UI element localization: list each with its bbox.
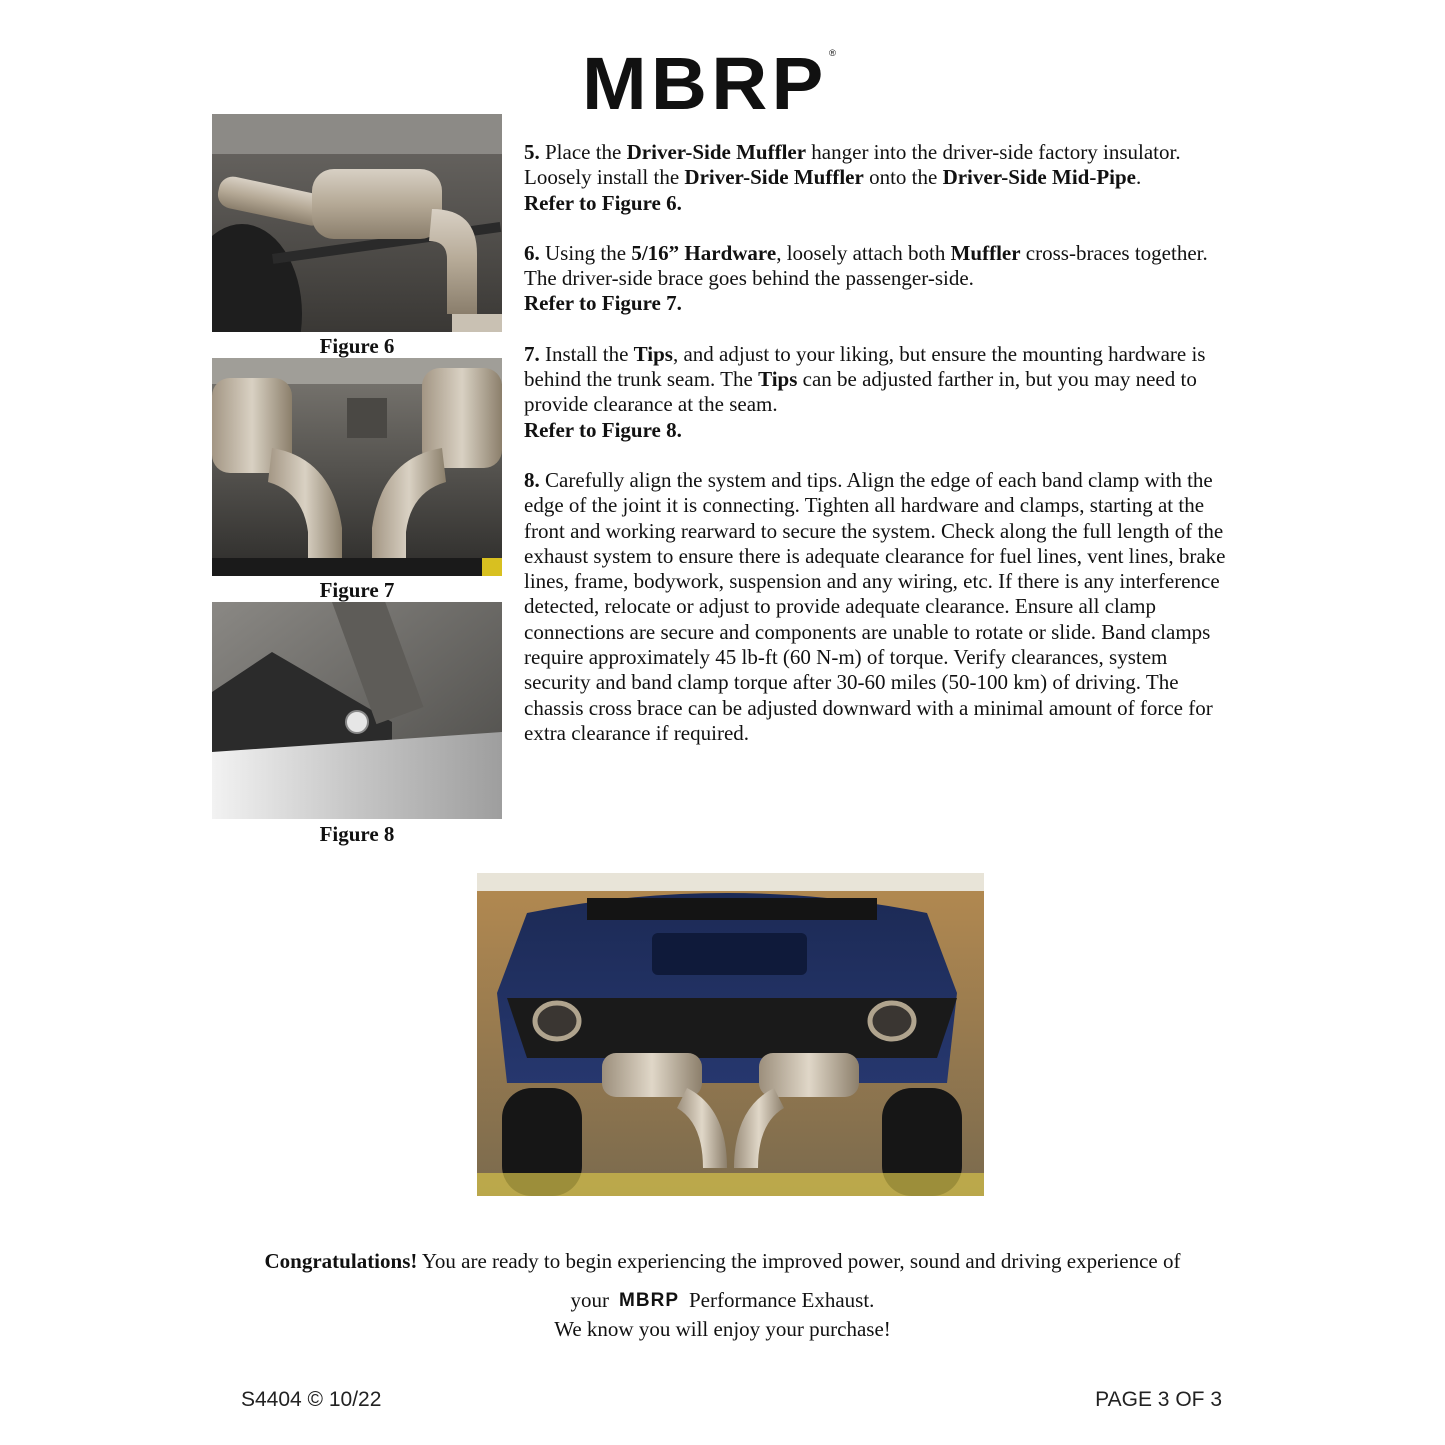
figure-7-caption: Figure 7 xyxy=(319,578,395,602)
instruction-steps xyxy=(524,140,1234,771)
closing-line-2: your MBRP Performance Exhaust. xyxy=(200,1286,1245,1315)
figure-7-photo xyxy=(212,358,502,576)
step-8: 8. Carefully align the system and tips. Align the edge of each band clamp with the edge of the joint it is connecting. Tighten all hardware and clamps, starting at the front and working rearward to secure the system. Check along the full length of the exhaust system to ensure there is adequate clearance for fuel lines, vent lines, brake lines, frame, bodywork, suspension and any wiring, etc. If there is any interference detected, relocate or adjust to provide adequate clearance. Ensure all clamp connections are secure and components are unable to rotate or slide. Band clamps require approximately 45 lb-ft (60 N-m) of torque. Verify clearances, system security and band clamp torque after 30-60 miles (50-100 km) of driving. The chassis cross brace can be adjusted downward with a minimal amount of force for extra clearance if required. xyxy=(524,467,1226,745)
step-7: 7. Install the Tips, and adjust to your liking, but ensure the mounting hardware is behind the trunk seam. The Tips can be adjusted farther in, but you may need to provide clearance at the seam. Refer to Figure 8. xyxy=(524,341,1206,442)
installed-exhaust-photo xyxy=(477,873,984,1196)
closing-line-3: We know you will enjoy your purchase! xyxy=(554,1317,891,1341)
figure-6-photo xyxy=(212,114,502,332)
step-6-ref: Refer to Figure 7. xyxy=(524,291,682,316)
document-code: S4404 © 10/22 xyxy=(241,1388,382,1411)
figure-8-caption: Figure 8 xyxy=(319,822,395,846)
step-5: 5. Place the Driver-Side Muffler hanger into the driver-side factory insulator. Loosely install the Driver-Side Muffler onto the Driver-Side Mid-Pipe. Refer to Figure 6. xyxy=(524,140,1181,215)
page-number: PAGE 3 OF 3 xyxy=(1095,1388,1222,1411)
figure-8-photo xyxy=(212,602,502,819)
figure-6-caption: Figure 6 xyxy=(319,334,395,358)
mbrp-small-logo: MBRP xyxy=(619,1290,679,1311)
step-6: 6. Using the 5/16” Hardware, loosely attach both Muffler cross-braces together. The driver-side brace goes behind the passenger-side. Refer to Figure 7. xyxy=(524,240,1208,316)
step-5-ref: Refer to Figure 6. xyxy=(524,190,682,215)
mbrp-logo: MBRP ® xyxy=(582,42,841,125)
closing-line-1: Congratulations! You are ready to begin experiencing the improved power, sound and driving experience of xyxy=(264,1249,1181,1273)
closing-message xyxy=(200,1247,1245,1343)
step-7-ref: Refer to Figure 8. xyxy=(524,417,682,442)
